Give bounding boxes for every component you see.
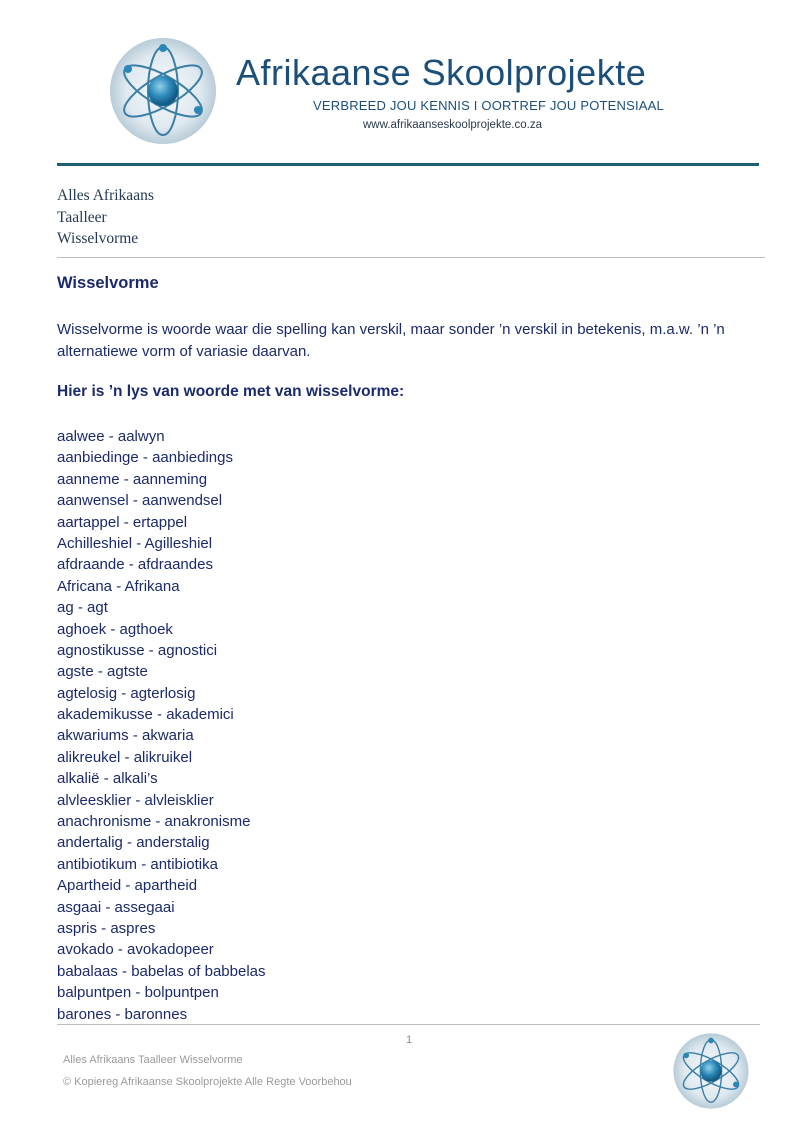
footer-copyright: © Kopiereg Afrikaanse Skoolprojekte Alle Regte Voorbehou <box>63 1076 352 1088</box>
brand-title: Afrikaanse Skoolprojekte <box>236 52 647 93</box>
list-item: aalwee - aalwyn <box>57 428 165 445</box>
footer-breadcrumb-text: Alles Afrikaans Taalleer Wisselvorme <box>63 1054 243 1066</box>
list-item: aghoek - agthoek <box>57 620 173 638</box>
list-item: Apartheid - apartheid <box>57 877 198 895</box>
list-item: aspris - aspres <box>57 919 156 937</box>
list-item: aartappel - ertappel <box>57 513 188 531</box>
list-item: ag - agt <box>57 599 108 617</box>
list-item: aanwensel - aanwendsel <box>57 492 223 510</box>
atom-globe-icon <box>672 1032 750 1110</box>
page-title: Wisselvorme <box>57 274 159 292</box>
breadcrumb-divider <box>57 257 765 258</box>
brand-url[interactable]: www.afrikaanseskoolprojekte.co.za <box>363 119 542 131</box>
breadcrumb-item-alles-afrikaans[interactable]: Alles Afrikaans <box>57 187 154 204</box>
list-item: barones - baronnes <box>57 1005 188 1023</box>
list-item: agnostikusse - agnostici <box>57 641 218 659</box>
list-item: balpuntpen - bolpuntpen <box>57 984 219 1002</box>
list-item: andertalig - anderstalig <box>57 834 210 852</box>
list-item: akademikusse - akademici <box>57 706 234 724</box>
word-list <box>57 426 266 1025</box>
breadcrumb <box>57 185 154 250</box>
header-divider <box>57 163 759 166</box>
list-item: antibiotikum - antibiotika <box>57 855 218 873</box>
list-item: akwariums - akwaria <box>57 727 194 745</box>
list-item: avokado - avokadopeer <box>57 941 214 959</box>
atom-globe-icon <box>108 36 218 146</box>
list-item: alvleesklier - alvleisklier <box>57 791 214 809</box>
list-item: aanneme - aanneming <box>57 470 208 488</box>
list-item: agtelosig - agterlosig <box>57 684 196 702</box>
list-item: alkalië - alkali’s <box>57 770 158 788</box>
footer-divider <box>57 1024 760 1025</box>
list-item: babalaas - babelas of babbelas <box>57 962 266 980</box>
list-item: aanbiedinge - aanbiedings <box>57 449 233 467</box>
list-item: anachronisme - anakronisme <box>57 813 251 831</box>
breadcrumb-item-wisselvorme[interactable]: Wisselvorme <box>57 230 139 247</box>
breadcrumb-item-taalleer[interactable]: Taalleer <box>57 208 107 226</box>
list-item: asgaai - assegaai <box>57 898 175 916</box>
list-item: alikreukel - alikruikel <box>57 748 193 766</box>
list-item: afdraande - afdraandes <box>57 556 213 574</box>
list-item: Africana - Afrikana <box>57 577 180 595</box>
intro-paragraph: Wisselvorme is woorde waar die spelling kan verskil, maar sonder ’n verskil in betekenis, m.a.w. ’n ’n alternatiewe vorm of variasie daarvan. <box>57 321 725 360</box>
list-heading: Hier is ’n lys van woorde met van wisselvorme: <box>57 383 405 400</box>
list-item: agste - agtste <box>57 663 148 681</box>
list-item: Achilleshiel - Agilleshiel <box>57 534 213 552</box>
brand-tagline: VERBREED JOU KENNIS I OORTREF JOU POTENSIAAL <box>313 98 664 113</box>
page-number: 1 <box>406 1034 413 1046</box>
